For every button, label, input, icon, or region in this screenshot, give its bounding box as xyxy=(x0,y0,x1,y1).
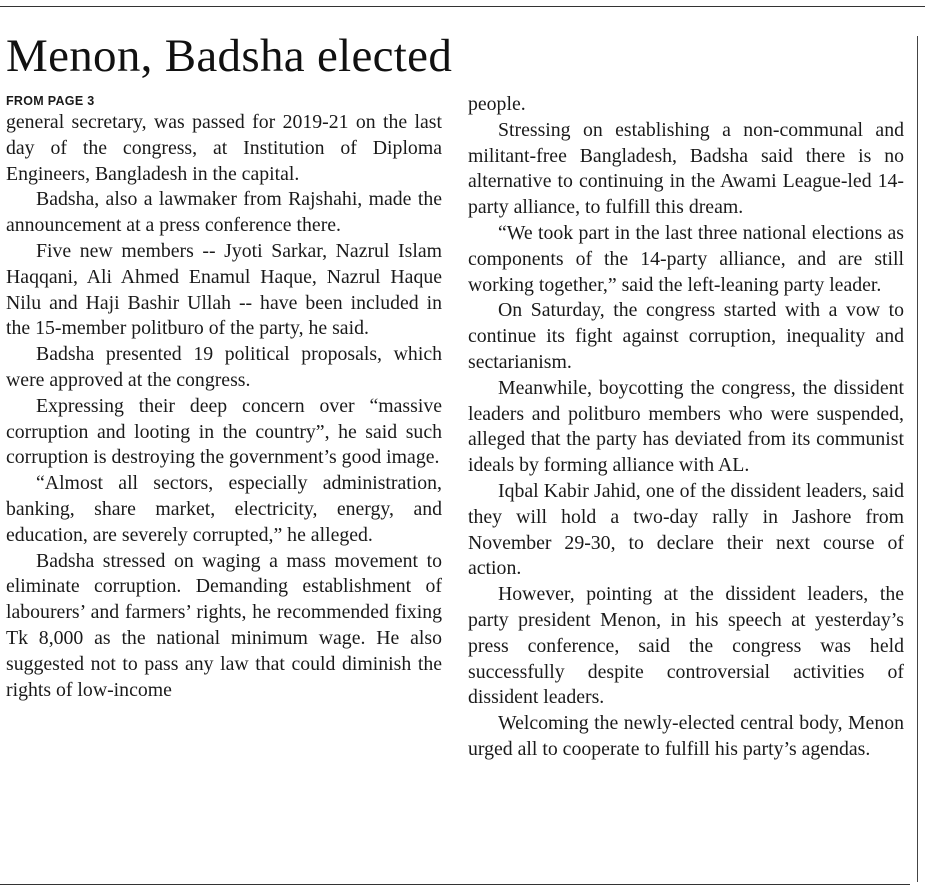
right-column xyxy=(468,92,904,763)
paragraph: Badsha, also a lawmaker from Rajshahi, made the announcement at a press conference there. xyxy=(6,188,442,237)
paragraph: However, pointing at the dissident leaders, the party president Menon, in his speech at yesterday’s press conference, said the congress was held successfully despite controversial activities of dissident leaders. xyxy=(468,583,904,709)
paragraph: Iqbal Kabir Jahid, one of the dissident leaders, said they will hold a two-day rally in Jashore from November 29-30, to declare their next course of action. xyxy=(468,479,904,580)
paragraph: general secretary, was passed for 2019-21 on the last day of the congress, at Institution of Diploma Engineers, Bangladesh in the capital. xyxy=(6,111,442,185)
paragraph: Meanwhile, boycotting the congress, the dissident leaders and politburo members who were suspended, alleged that the party has deviated from its communist ideals by forming alliance with AL. xyxy=(468,376,904,477)
paragraph: Stressing on establishing a non-communal and militant-free Bangladesh, Badsha said there is no alternative to continuing in the Awami League-led 14-party alliance, to fulfill this dream. xyxy=(468,118,904,219)
dateline: FROM PAGE 3 xyxy=(6,94,95,108)
paragraph: people. xyxy=(468,93,526,115)
paragraph: Welcoming the newly-elected central body, Menon urged all to cooperate to fulfill his party’s agendas. xyxy=(468,712,904,760)
top-rule xyxy=(0,6,925,7)
paragraph: Badsha stressed on waging a mass movement to eliminate corruption. Demanding establishment of labourers’ and farmers’ rights, he recommended fixing Tk 8,000 as the national minimum wage. He also suggested not to pass any law that could diminish the rights of low-income xyxy=(6,549,442,701)
bottom-rule xyxy=(0,884,910,885)
headline: Menon, Badsha elected xyxy=(6,30,453,82)
paragraph: Expressing their deep concern over “massive corruption and looting in the country”, he said such corruption is destroying the government’s good image. xyxy=(6,394,442,469)
paragraph: On Saturday, the congress started with a vow to continue its fight against corruption, inequality and sectarianism. xyxy=(468,299,904,373)
right-column-rule xyxy=(917,36,918,882)
paragraph: “We took part in the last three national elections as components of the 14-party alliance, and are still working together,” said the left-leaning party leader. xyxy=(468,221,904,296)
paragraph: Badsha presented 19 political proposals, which were approved at the congress. xyxy=(6,343,442,391)
left-column xyxy=(6,92,442,703)
paragraph: Five new members -- Jyoti Sarkar, Nazrul Islam Haqqani, Ali Ahmed Enamul Haque, Nazrul Haque Nilu and Haji Bashir Ullah -- have been included in the 15-member politburo of the party, he said. xyxy=(6,239,442,340)
paragraph: “Almost all sectors, especially administration, banking, share market, electricity, energy, and education, are severely corrupted,” he alleged. xyxy=(6,472,442,546)
